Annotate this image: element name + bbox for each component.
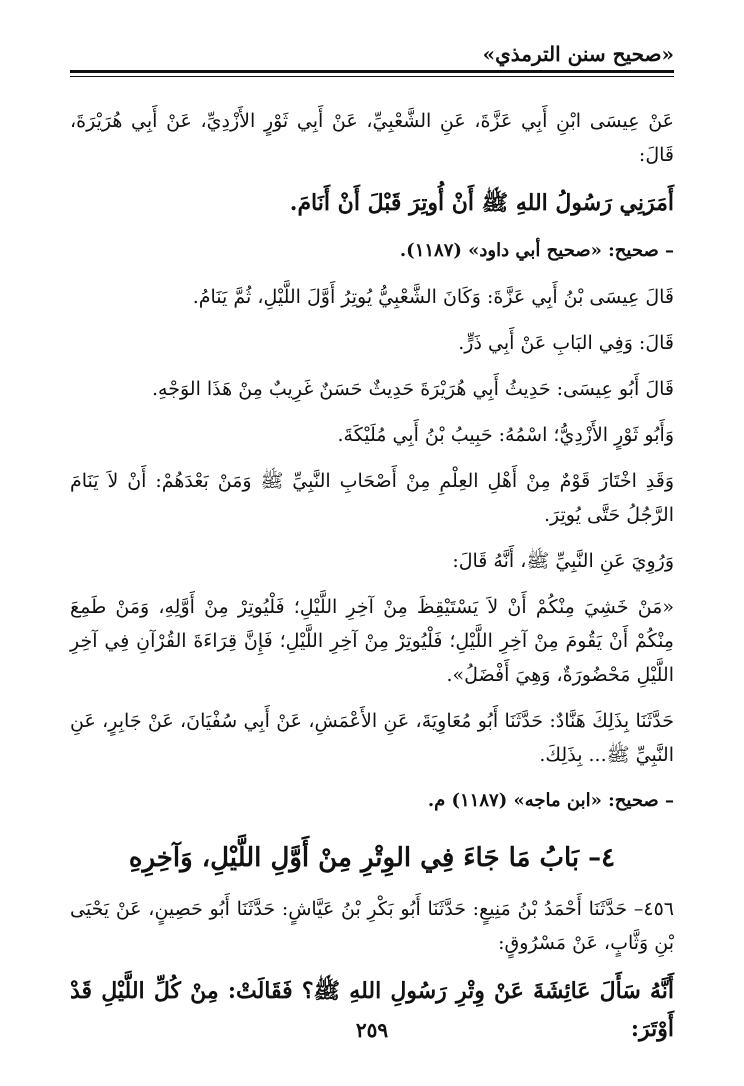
hadith-matn: أَمَرَنِي رَسُولُ اللهِ ﷺ أَنْ أُوتِرَ قَبْلَ أَنْ أَنَامَ. [289,190,674,216]
header-rule-thin [70,76,674,77]
running-header-title: «صحيح سنن الترمذي» [482,42,674,66]
commentary-paragraph: قَالَ عِيسَى بْنُ أَبِي عَزَّةَ: وَكَانَ الشَّعْبِيُّ يُوتِرُ أَوَّلَ اللَّيْلِ، ثُمَّ يَنَامُ. [192,286,674,308]
page-body [70,104,674,1060]
grading-note: – صحيح: «ابن ماجه» (١١٨٧) م. [427,790,674,811]
chapter-title: ٤– بَابُ مَا جَاءَ فِي الوِتْرِ مِنْ أَوَّلِ اللَّيْلِ، وَآخِرِهِ [128,843,616,873]
commentary-paragraph: قَالَ: وَفِي البَابِ عَنْ أَبِي ذَرٍّ. [458,332,674,354]
commentary-paragraph: وَأَبُو ثَوْرٍ الأَزْدِيُّ؛ اسْمُهُ: حَبِيبُ بْنُ أَبِي مُلَيْكَةَ. [337,424,674,446]
commentary-paragraph: وَرُوِيَ عَنِ النَّبِيِّ ﷺ، أَنَّهُ قَالَ: [452,550,674,572]
commentary-paragraph: قَالَ أَبُو عِيسَى: حَدِيثُ أَبِي هُرَيْرَةَ حَدِيثٌ حَسَنٌ غَرِيبٌ مِنْ هَذَا الوَجْهِ. [152,378,674,400]
isnad-paragraph: عَنْ عِيسَى ابْنِ أَبِي عَزَّةَ، عَنِ الشَّعْبِيِّ، عَنْ أَبِي ثَوْرٍ الأَزْدِيِّ، عَنْ أَبِي هُرَيْرَةَ، قَالَ: [70,110,674,166]
header-rule-thick [70,70,674,73]
grading-note: – صحيح: «صحيح أبي داود» (١١٨٧). [399,240,674,261]
hadith-isnad: ٤٥٦– حَدَّثَنَا أَحْمَدُ بْنُ مَنِيعٍ: حَدَّثَنَا أَبُو بَكْرِ بْنُ عَيَّاشٍ: حَدَّثَنَا أَبُو حَصِينٍ، عَنْ يَحْيَى بْنِ وَثَّابٍ، عَنْ مَسْرُوقٍ: [70,898,674,954]
page-number: ٢٥٩ [355,1018,389,1042]
hadith-matn: أَنَّهُ سَأَلَ عَائِشَةَ عَنْ وِتْرِ رَسُولِ اللهِ ﷺ؟ فَقَالَتْ: مِنْ كُلِّ اللَّيْلِ قَدْ أَوْتَرَ: [70,978,674,1042]
quoted-hadith: «مَنْ خَشِيَ مِنْكُمْ أَنْ لاَ يَسْتَيْقِظَ مِنْ آخِرِ اللَّيْلِ؛ فَلْيُوتِرْ مِنْ أَوَّلِهِ، وَمَنْ طَمِعَ مِنْكُمْ أَنْ يَقُومَ مِنْ آخِرِ اللَّيْلِ؛ فَلْيُوتِرْ مِنْ آخِرِ اللَّيْلِ؛ فَإِنَّ قِرَاءَةَ القُرْآنِ فِي آخِرِ اللَّيْلِ مَحْضُورَةٌ، وَهِيَ أَفْضَلُ». [70,596,674,686]
commentary-paragraph: حَدَّثَنَا بِذَلِكَ هَنَّادٌ: حَدَّثَنَا أَبُو مُعَاوِيَةَ، عَنِ الأَعْمَشِ، عَنْ أَبِي سُفْيَانَ، عَنْ جَابِرٍ، عَنِ النَّبِيِّ ﷺ... بِذَلِكَ. [70,710,674,766]
commentary-paragraph: وَقَدِ اخْتَارَ قَوْمٌ مِنْ أَهْلِ العِلْمِ مِنْ أَصْحَابِ النَّبِيِّ ﷺ وَمَنْ بَعْدَهُمْ: أَنْ لاَ يَنَامَ الرَّجُلُ حَتَّى يُوتِرَ. [70,470,674,526]
